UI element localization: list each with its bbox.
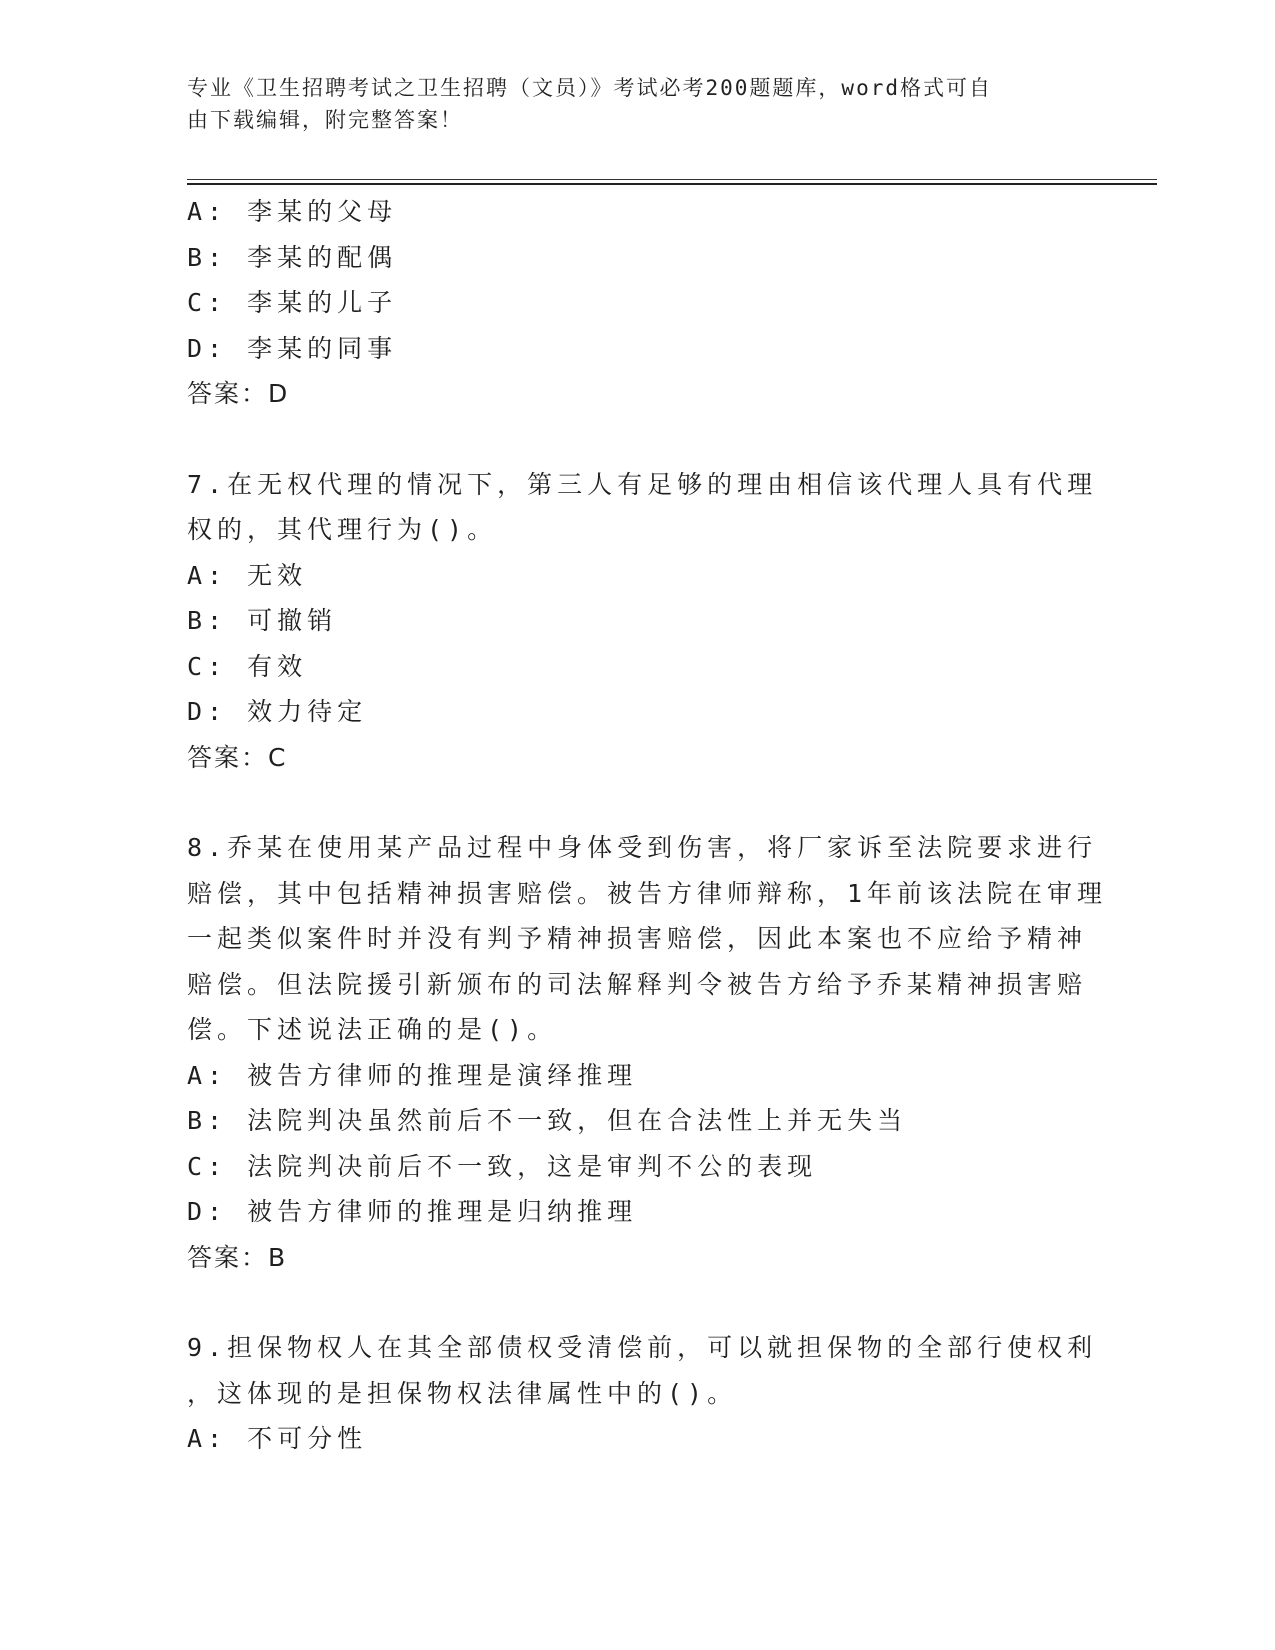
option-d: D: 被告方律师的推理是归纳推理: [187, 1197, 638, 1226]
option-a: A: 不可分性: [187, 1424, 368, 1453]
answer-label: 答案：C: [187, 742, 288, 772]
question-stem-line: 一起类似案件时并没有判予精神损害赔偿，因此本案也不应给予精神: [187, 924, 1088, 953]
question-6: [187, 189, 1087, 417]
option-d: D: 效力待定: [187, 697, 368, 726]
option-a: A: 李某的父母: [187, 197, 398, 226]
spacer: [187, 1280, 1087, 1325]
question-stem-line: 赔偿，其中包括精神损害赔偿。被告方律师辩称，1年前该法院在审理: [187, 878, 1108, 908]
option-b: B: 可撤销: [187, 606, 338, 635]
document-header: [187, 72, 1067, 136]
header-rule-thin: [187, 179, 1157, 180]
question-8: [187, 825, 1108, 1280]
header-line-2: 由下载编辑，附完整答案！: [187, 108, 463, 132]
answer-label: 答案：D: [187, 379, 290, 408]
header-line-1: 专业《卫生招聘考试之卫生招聘（文员）》考试必考200题题库，word格式可自: [187, 76, 992, 100]
question-7: [187, 462, 1098, 781]
spacer: [187, 417, 1087, 462]
header-rule-thick: [187, 183, 1157, 185]
question-stem-line: ，这体现的是担保物权法律属性中的()。: [187, 1378, 738, 1408]
spacer: [187, 780, 1087, 825]
option-c: C: 法院判决前后不一致，这是审判不公的表现: [187, 1151, 818, 1181]
question-list: [187, 189, 1108, 1462]
answer-label: 答案：B: [187, 1242, 288, 1272]
option-a: A: 无效: [187, 560, 308, 590]
question-stem-line: 偿。下述说法正确的是()。: [187, 1015, 558, 1044]
option-c: C: 有效: [187, 651, 308, 681]
question-stem-line: 8.乔某在使用某产品过程中身体受到伤害，将厂家诉至法院要求进行: [187, 833, 1098, 862]
question-stem-line: 7.在无权代理的情况下，第三人有足够的理由相信该代理人具有代理: [187, 469, 1098, 499]
option-a: A: 被告方律师的推理是演绎推理: [187, 1060, 638, 1090]
option-c: C: 李某的儿子: [187, 288, 398, 317]
question-9: [187, 1325, 1098, 1462]
option-b: B: 法院判决虽然前后不一致，但在合法性上并无失当: [187, 1106, 908, 1135]
option-d: D: 李某的同事: [187, 333, 398, 363]
option-b: B: 李某的配偶: [187, 242, 398, 272]
question-stem-line: 9.担保物权人在其全部债权受清偿前，可以就担保物的全部行使权利: [187, 1333, 1098, 1362]
question-stem-line: 权的，其代理行为()。: [187, 515, 498, 544]
question-stem-line: 赔偿。但法院援引新颁布的司法解释判令被告方给予乔某精神损害赔: [187, 969, 1088, 999]
